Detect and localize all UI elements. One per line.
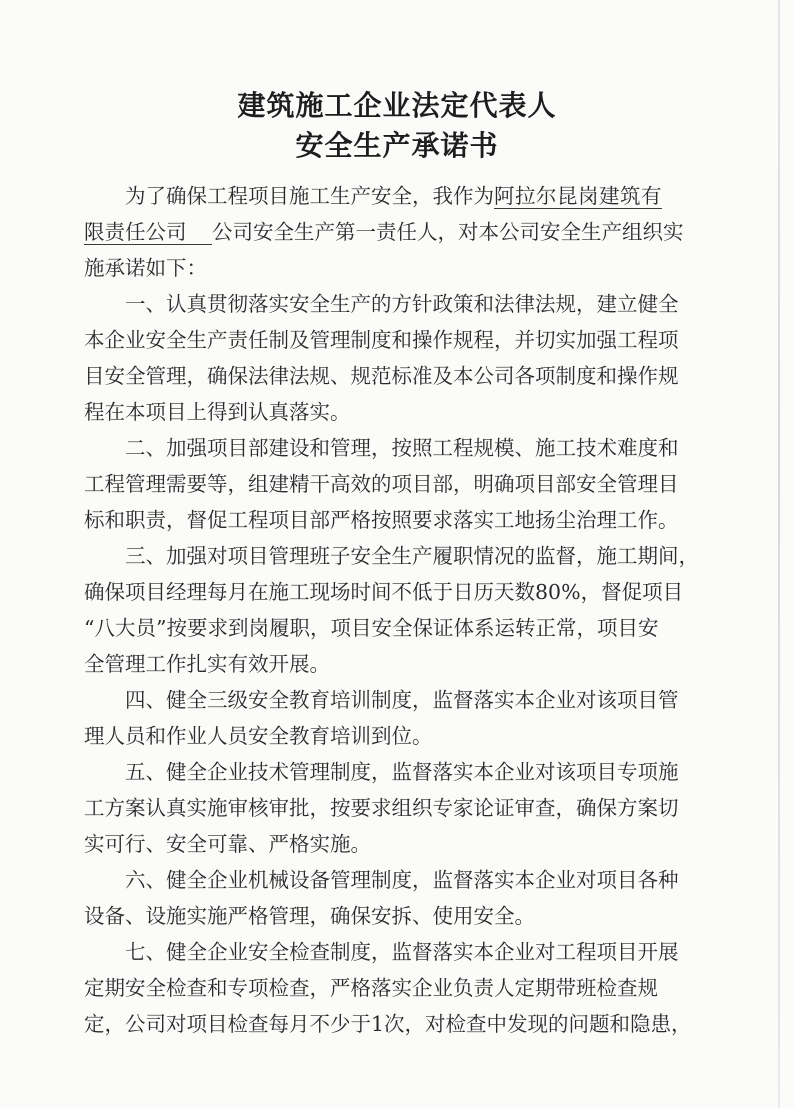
document-body (84, 178, 699, 1042)
para-4-line-1: 四、健全三级安全教育培训制度，监督落实本企业对该项目管 (125, 688, 679, 712)
para-1-line-2: 本企业安全生产责任制及管理制度和操作规程，并切实加强工程项 (84, 328, 679, 352)
company-name-part-2: 限责任公司 (84, 220, 212, 245)
para-5-line-3: 实可行、安全可靠、严格实施。 (84, 832, 371, 856)
intro-line-3: 施承诺如下： (84, 256, 207, 280)
para-3-line-2: 确保项目经理每月在施工现场时间不低于日历天数80%，督促项目 (84, 580, 684, 604)
para-6-line-2: 设备、设施实施严格管理，确保安拆、使用安全。 (84, 904, 535, 928)
para-7-line-2: 定期安全检查和专项检查，严格落实企业负责人定期带班检查规 (84, 976, 658, 1000)
document-title-line-2: 安全生产承诺书 (295, 129, 499, 162)
document-title-line-1: 建筑施工企业法定代表人 (237, 89, 557, 122)
para-7-line-1: 七、健全企业安全检查制度，监督落实本企业对工程项目开展 (125, 940, 679, 964)
para-3-line-4: 全管理工作扎实有效开展。 (84, 652, 330, 676)
para-1-line-1: 一、认真贯彻落实安全生产的方针政策和法律法规，建立健全 (125, 292, 679, 316)
intro-line-1 (84, 178, 696, 214)
scan-edge-line (778, 0, 780, 1108)
intro-line-2 (84, 214, 696, 250)
para-1-line-4: 程在本项目上得到认真落实。 (84, 400, 351, 424)
para-3-line-3: “八大员”按要求到岗履职，项目安全保证体系运转正常，项目安 (84, 616, 659, 640)
company-name-part-1: 阿拉尔昆岗建筑有 (494, 184, 662, 208)
para-3-line-1: 三、加强对项目管理班子安全生产履职情况的监督，施工期间， (125, 544, 699, 568)
intro-prefix: 为了确保工程项目施工生产安全，我作为 (125, 184, 494, 208)
intro-line-2-rest: 公司安全生产第一责任人，对本公司安全生产组织实 (212, 220, 684, 244)
para-4-line-2: 理人员和作业人员安全教育培训到位。 (84, 724, 433, 748)
para-5-line-1: 五、健全企业技术管理制度，监督落实本企业对该项目专项施 (125, 760, 679, 784)
para-6-line-1: 六、健全企业机械设备管理制度，监督落实本企业对项目各种 (125, 868, 679, 892)
para-5-line-2: 工方案认真实施审核审批，按要求组织专家论证审查，确保方案切 (84, 796, 679, 820)
para-2-line-3: 标和职责，督促工程项目部严格按照要求落实工地扬尘治理工作。 (84, 508, 679, 532)
para-2-line-1: 二、加强项目部建设和管理，按照工程规模、施工技术难度和 (125, 436, 679, 460)
para-1-line-3: 目安全管理，确保法律法规、规范标准及本公司各项制度和操作规 (84, 364, 679, 388)
para-7-line-3: 定，公司对项目检查每月不少于1次，对检查中发现的问题和隐患， (84, 1012, 692, 1036)
para-2-line-2: 工程管理需要等，组建精干高效的项目部，明确项目部安全管理目 (84, 472, 679, 496)
